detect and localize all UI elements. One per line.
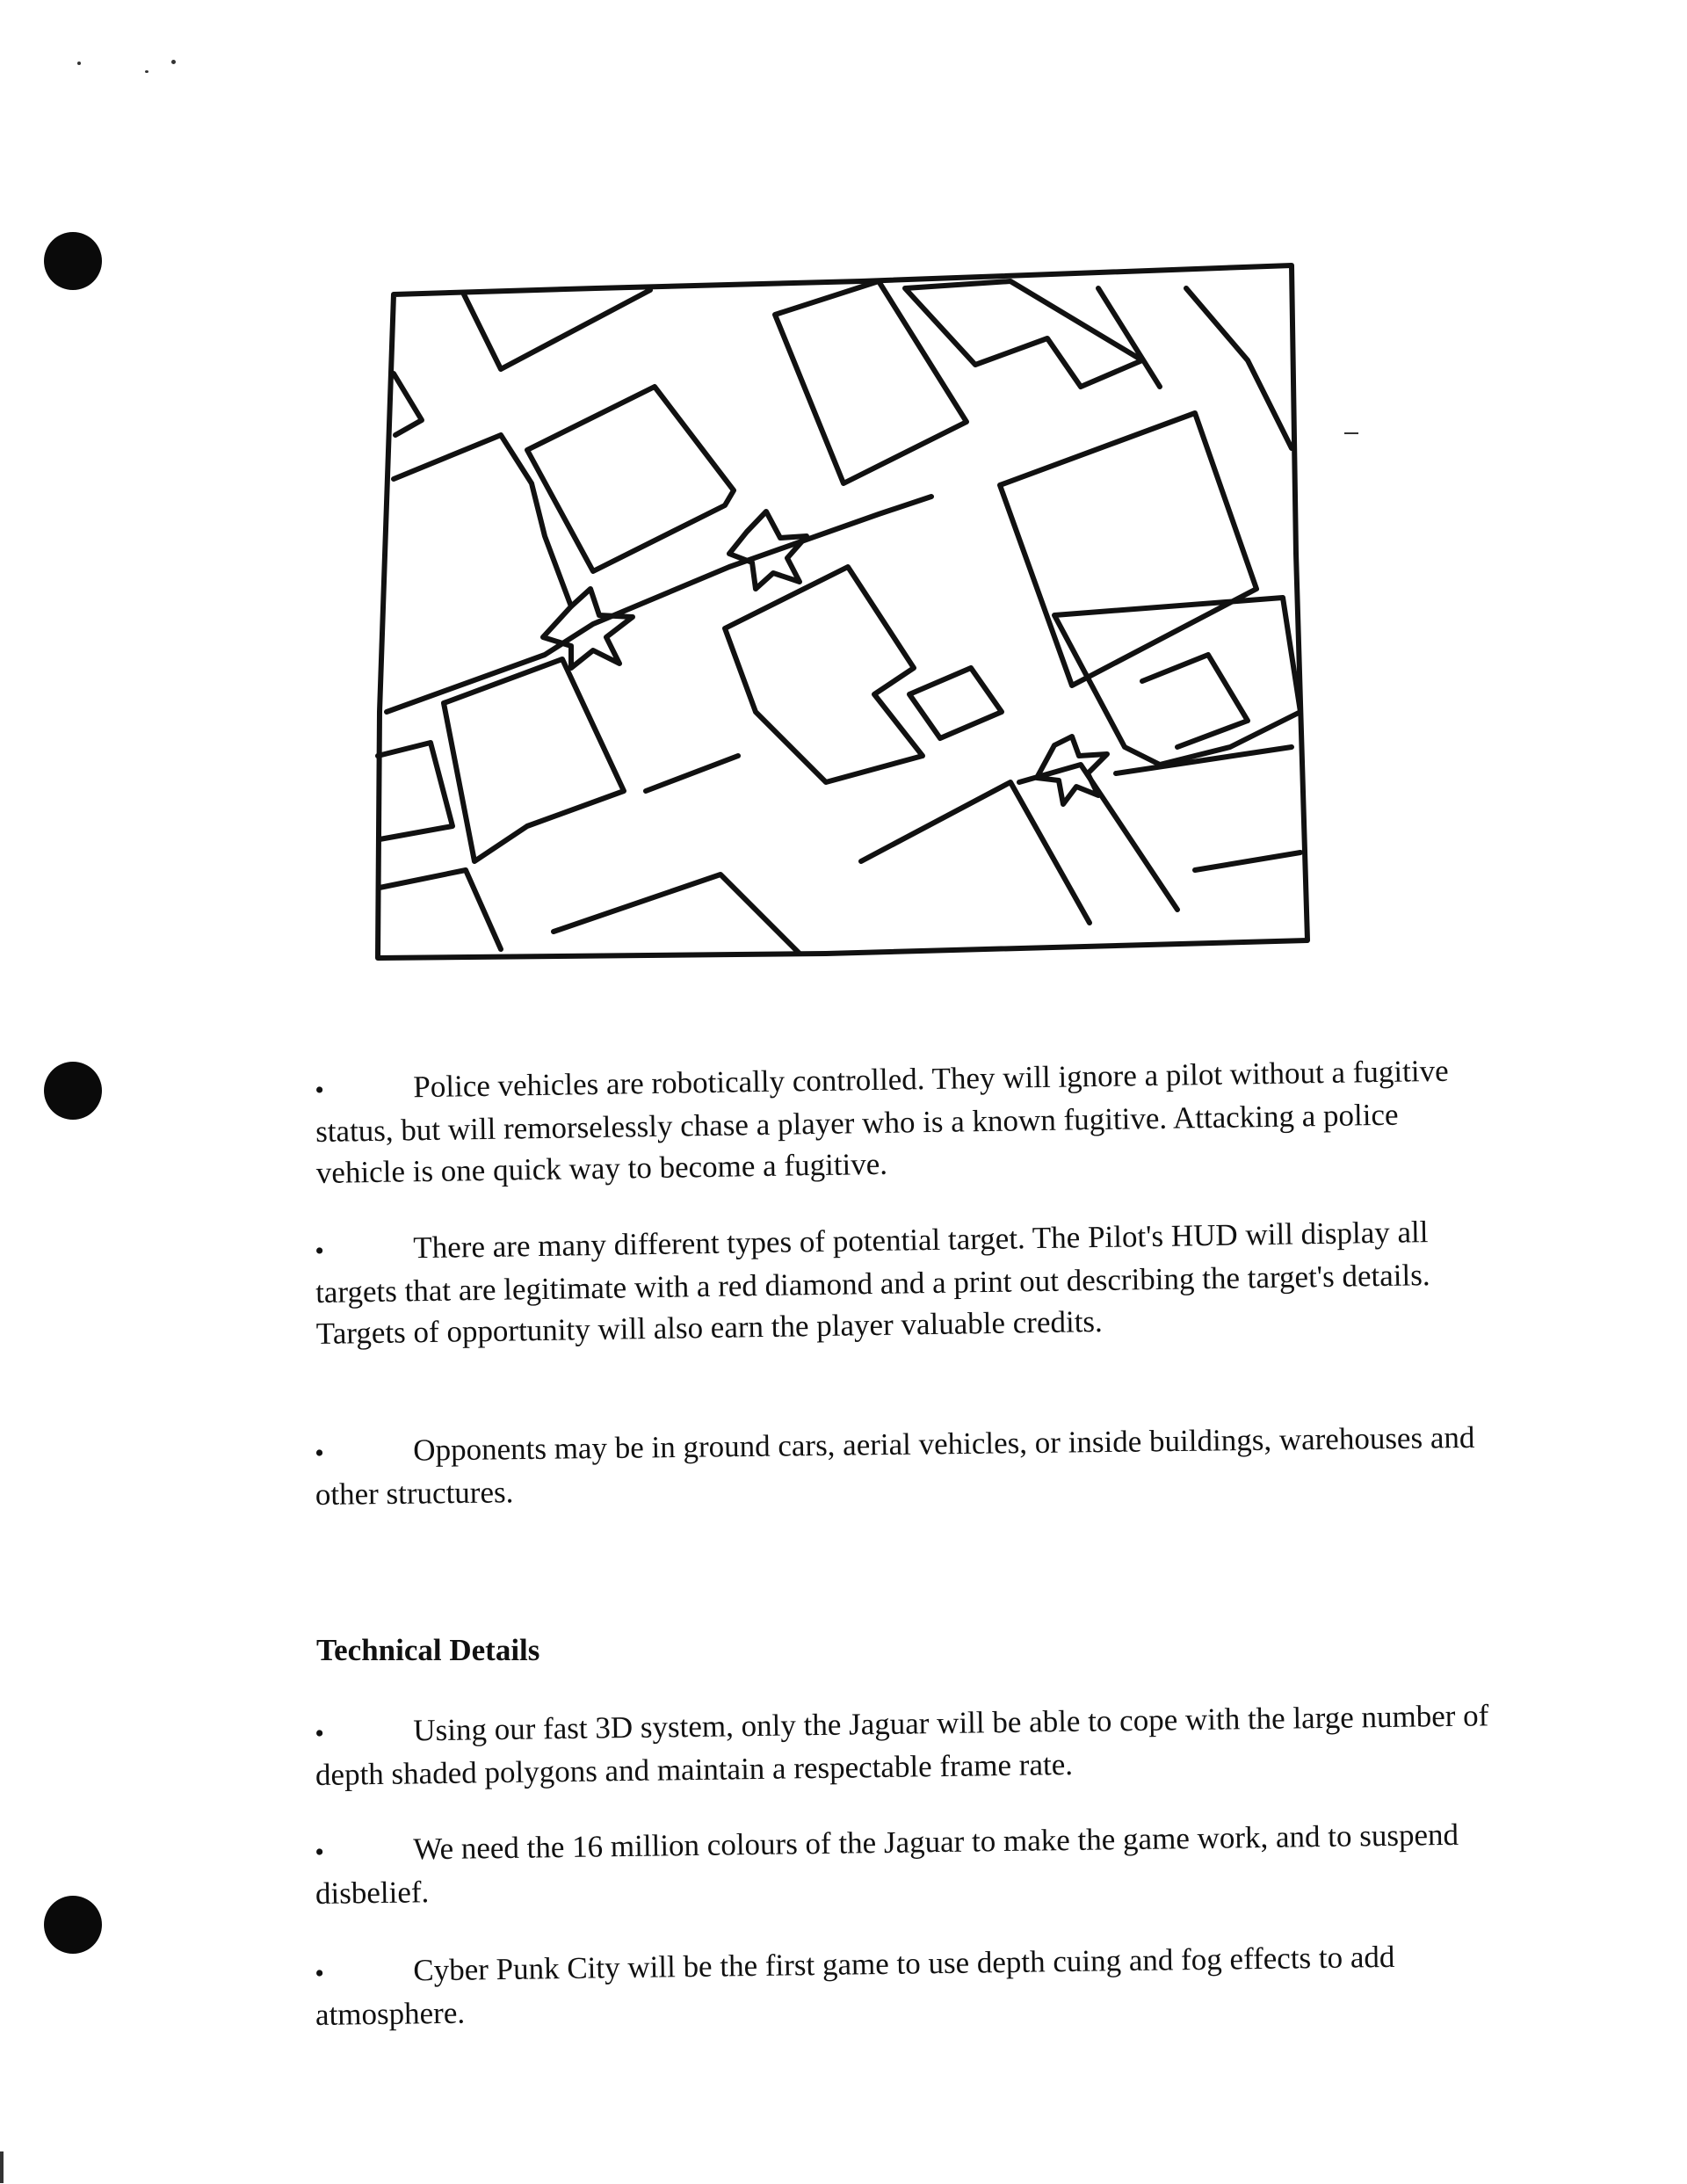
star-marker-icon bbox=[1037, 736, 1107, 804]
scan-speck bbox=[145, 70, 148, 73]
bullet-icon: • bbox=[315, 1718, 325, 1748]
map-block-outline bbox=[380, 870, 501, 949]
bullet-text: Opponents may be in ground cars, aerial vehicles, or inside buildings, warehouses and other structures. bbox=[315, 1419, 1475, 1512]
scan-edge-mark bbox=[0, 2151, 4, 2183]
bullet-icon: • bbox=[315, 1236, 325, 1266]
map-block-outline bbox=[378, 743, 453, 839]
list-item bbox=[315, 1694, 1493, 1796]
bullet-icon: • bbox=[315, 1837, 325, 1867]
list-item bbox=[315, 1417, 1493, 1515]
bullet-icon: • bbox=[315, 1075, 325, 1105]
city-street-map-sketch bbox=[369, 255, 1327, 984]
bullet-icon: • bbox=[315, 1438, 325, 1468]
map-block-outline bbox=[554, 874, 800, 954]
map-street-edge bbox=[1195, 853, 1300, 870]
map-block-outline bbox=[527, 387, 734, 571]
map-block-outline bbox=[444, 659, 624, 861]
map-block-outline bbox=[394, 374, 422, 435]
bullet-text: Police vehicles are robotically controlled. They will ignore a pilot without a fugitive status, but will remorselessly chase a player who is a known fugitive. Attacking a police vehicle is one quick way to become a fugitive. bbox=[315, 1053, 1449, 1190]
star-marker-icon bbox=[729, 512, 807, 589]
list-item bbox=[315, 1934, 1493, 2035]
map-street-edge bbox=[646, 756, 738, 791]
map-frame bbox=[378, 265, 1307, 958]
punch-hole bbox=[44, 232, 102, 290]
map-block-outline bbox=[909, 668, 1002, 738]
scan-speck bbox=[1344, 432, 1358, 434]
bullet-text: Cyber Punk City will be the first game to use depth cuing and fog effects to add atmosphere. bbox=[315, 1939, 1395, 2032]
bullet-icon: • bbox=[315, 1958, 325, 1988]
punch-hole bbox=[44, 1062, 102, 1120]
map-block-outline bbox=[1000, 413, 1256, 686]
map-block-outline bbox=[1054, 598, 1300, 765]
map-block-outline bbox=[775, 281, 967, 483]
map-street-edge bbox=[387, 497, 931, 712]
list-item bbox=[315, 1210, 1494, 1354]
scan-speck bbox=[171, 60, 176, 64]
map-block-outline bbox=[861, 782, 1090, 923]
section-heading: Technical Details bbox=[316, 1633, 540, 1667]
bullet-text: We need the 16 million colours of the Jaguar to make the game work, and to suspend disbelief. bbox=[315, 1817, 1459, 1911]
map-block-outline bbox=[1142, 655, 1248, 747]
map-street-edge bbox=[1186, 288, 1292, 448]
bullet-text: Using our fast 3D system, only the Jaguar will be able to cope with the large number of depth shaded polygons and maintain a respectable frame rate. bbox=[315, 1698, 1489, 1792]
map-block-outline bbox=[725, 567, 923, 782]
punch-hole bbox=[44, 1896, 102, 1954]
map-street-edge bbox=[394, 435, 571, 606]
map-block-outline bbox=[464, 290, 650, 369]
bullet-text: There are many different types of potential target. The Pilot's HUD will display all targets that are legitimate with a red diamond and a print out describing the target's details. Targets of opportunity will also earn the player valuable credits. bbox=[315, 1215, 1430, 1351]
list-item bbox=[315, 1813, 1493, 1914]
list-item bbox=[315, 1049, 1494, 1194]
scan-speck bbox=[77, 62, 81, 65]
